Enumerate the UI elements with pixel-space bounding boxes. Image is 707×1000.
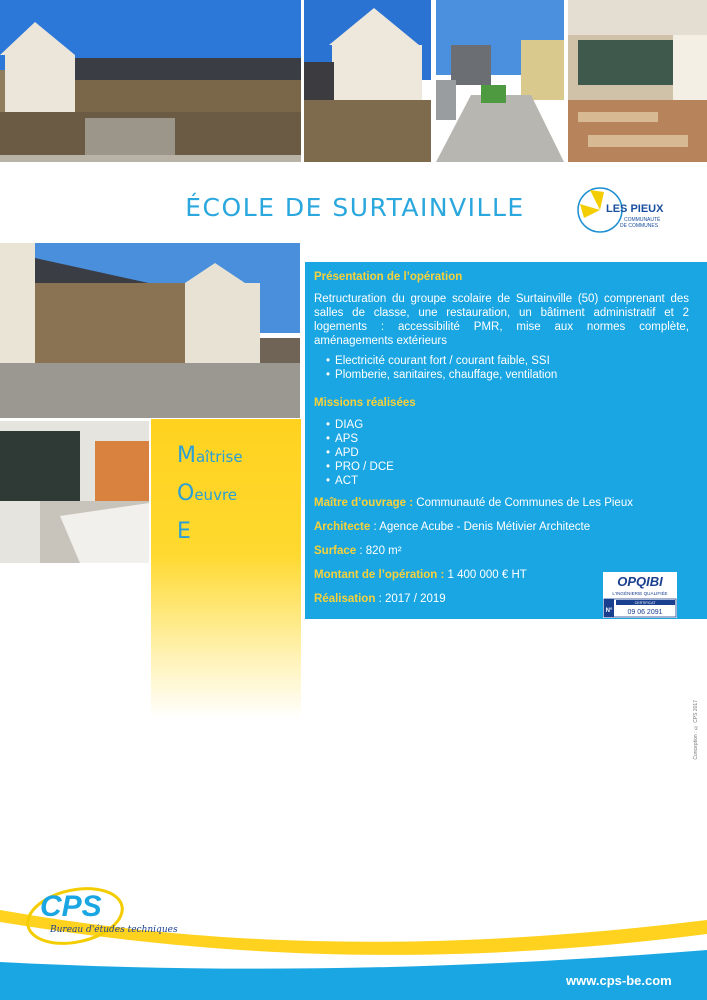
photo-classroom-interior [0,421,149,563]
lespieux-sub1: COMMUNAUTÉ [624,217,661,223]
detail-montant: Montant de l’opération : 1 400 000 € HT [314,569,527,581]
presentation-text: Retructuration du groupe scolaire de Surtainville (50) comprenant des salles de classe, une restauration, un bâtiment administratif et 2 logements : accessibilité PMR, mise aux normes complète, aménagements extérieurs [314,293,689,347]
presentation-heading: Présentation de l’opération [314,271,463,283]
list-item: • PRO / DCE [326,460,689,474]
missions-list [314,418,689,488]
cps-logo [20,878,210,948]
photo-classroom [568,0,707,162]
photo-school-facade [0,0,301,162]
lespieux-sub2: DE COMMUNES [620,223,659,229]
list-item: • Electricité courant fort / courant faible, SSI [326,354,689,368]
presentation-bullets [314,354,689,382]
opqibi-subtitle: L'INGÉNIERIE QUALIFIÉE [612,591,668,596]
photo-school-courtyard [0,243,300,418]
lespieux-logo [574,184,674,240]
detail-architecte: Architecte : Agence Acube - Denis Métivier Architecte [314,521,591,533]
cps-name: CPS [40,890,102,923]
photo-schoolyard [436,0,564,162]
opqibi-cert-label: CERTIFICAT [634,601,656,605]
detail-surface: Surface : 820 m² [314,545,402,557]
page-title: ÉCOLE DE SURTAINVILLE [185,193,525,222]
photo-school-building [304,0,431,162]
website-link[interactable]: www.cps-be.com [566,973,672,988]
moe-panel [151,419,301,719]
missions-heading: Missions réalisées [314,397,416,409]
list-item: • ACT [326,474,689,488]
list-item: • APS [326,432,689,446]
detail-maitre-ouvrage: Maître d’ouvrage : Communauté de Communes de Les Pieux [314,497,633,509]
cps-tagline: Bureau d'études techniques [50,925,178,935]
moe-line-oeuvre: Oeuvre [177,481,238,506]
conception-credit: Conception : © CPS 2017 [693,700,699,760]
moe-line-maitrise: Maîtrise [177,443,243,468]
opqibi-brand: OPQIBI [617,574,663,589]
opqibi-number: 09 06 2091 [627,609,663,616]
moe-line-e: E [177,519,191,544]
list-item: • APD [326,446,689,460]
lespieux-name: LES PIEUX [606,203,664,215]
detail-realisation: Réalisation : 2017 / 2019 [314,593,446,605]
opqibi-number-label: N° [605,608,613,614]
list-item: • Plomberie, sanitaires, chauffage, ventilation [326,368,689,382]
opqibi-badge [603,572,677,618]
list-item: • DIAG [326,418,689,432]
info-panel [305,262,707,619]
